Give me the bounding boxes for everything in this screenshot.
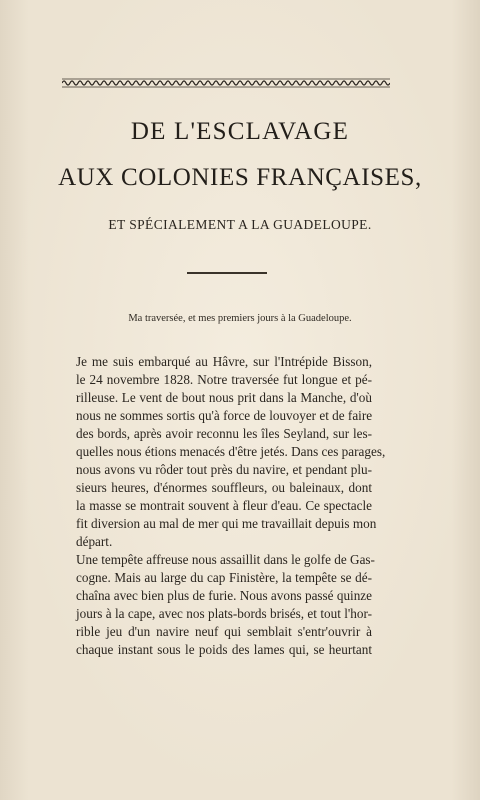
body-line: cogne. Mais au large du cap Finistère, la tempête se dé- (76, 570, 372, 585)
body-line: Une tempête affreuse nous assaillit dans le golfe de Gas- (76, 552, 375, 567)
body-line: chaque instant sous le poids des lames qui, se heurtant (76, 642, 372, 657)
ornamental-border (62, 78, 390, 88)
body-line: nous avons vu rôder tout près du navire, et pendant plu- (76, 462, 372, 477)
body-line: le 24 novembre 1828. Notre traversée fut longue et pé- (76, 372, 372, 387)
body-line: départ. (76, 534, 113, 549)
title-line-2: AUX COLONIES FRANÇAISES, (58, 164, 422, 191)
body-line: rible jeu d'un navire neuf qui semblait s'entr'ouvrir à (76, 624, 372, 639)
separator-rule (187, 272, 267, 274)
body-line: Je me suis embarqué au Hâvre, sur l'Intrépide Bisson, (76, 354, 372, 369)
body-line: des bords, après avoir reconnu les îles Seyland, sur les- (76, 426, 372, 441)
body-line: sieurs heures, d'énormes souffleurs, ou baleinaux, dont (76, 480, 372, 495)
title-line-1: DE L'ESCLAVAGE (130, 118, 350, 145)
body-line: nous ne sommes sortis qu'à force de louvoyer et de faire (76, 408, 373, 423)
body-line: la masse se montrait souvent à fleur d'eau. Ce spectacle (76, 498, 372, 513)
body-line: jours à la cape, avec nos plats-bords brisés, et tout l'hor- (76, 606, 372, 621)
body-line: quelles nous étions menacés d'être jetés. Dans ces parages, (76, 444, 386, 459)
body-line: chaîna avec bien plus de furie. Nous avons passé quinze (76, 588, 372, 603)
title-line-3: ET SPÉCIALEMENT A LA GUADELOUPE. (108, 217, 372, 232)
body-line: fit diversion au mal de mer qui me travaillait depuis mon (76, 516, 377, 531)
chapter-title: Ma traversée, et mes premiers jours à la Guadeloupe. (128, 313, 352, 324)
body-line: rilleuse. Le vent de bout nous prit dans la Manche, d'où (76, 390, 372, 405)
